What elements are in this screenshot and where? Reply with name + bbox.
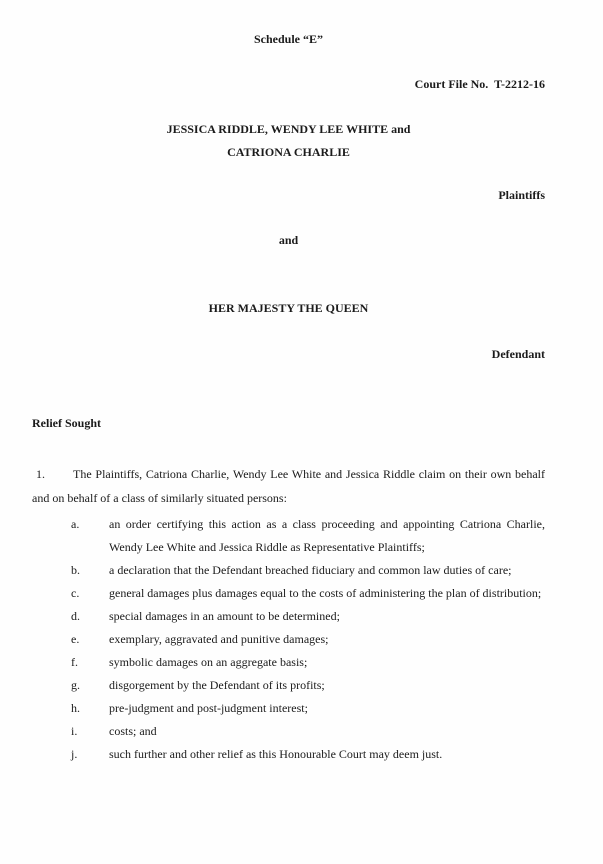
relief-item bbox=[32, 651, 545, 674]
relief-item-letter: g. bbox=[71, 678, 80, 692]
relief-item-letter: d. bbox=[71, 609, 80, 623]
relief-item-text: such further and other relief as this Honourable Court may deem just. bbox=[109, 747, 443, 761]
relief-item bbox=[32, 697, 545, 720]
relief-item bbox=[32, 674, 545, 697]
relief-item-text: disgorgement by the Defendant of its profits; bbox=[109, 678, 325, 692]
relief-item-letter: h. bbox=[71, 701, 80, 715]
relief-item-text: exemplary, aggravated and punitive damages; bbox=[109, 632, 329, 646]
relief-item-letter: i. bbox=[71, 724, 78, 738]
relief-item-text: symbolic damages on an aggregate basis; bbox=[109, 655, 308, 669]
relief-item-letter: j. bbox=[71, 747, 78, 761]
relief-item-letter: a. bbox=[71, 517, 80, 531]
court-file-number: Court File No. T-2212-16 bbox=[414, 77, 545, 91]
defendant-role-label: Defendant bbox=[491, 347, 545, 361]
relief-item bbox=[32, 605, 545, 628]
relief-item-letter: c. bbox=[71, 586, 80, 600]
relief-item-text: costs; and bbox=[109, 724, 157, 738]
paragraph-1-number: 1. bbox=[36, 467, 45, 481]
relief-item-letter: e. bbox=[71, 632, 80, 646]
plaintiff-names-line2: CATRIONA CHARLIE bbox=[227, 145, 350, 159]
relief-item bbox=[32, 628, 545, 651]
plaintiff-names bbox=[32, 118, 545, 164]
relief-item-letter: b. bbox=[71, 563, 80, 577]
plaintiffs-role-label: Plaintiffs bbox=[498, 188, 545, 202]
relief-item bbox=[32, 720, 545, 743]
relief-items-list bbox=[32, 513, 545, 766]
paragraph-1-text: The Plaintiffs, Catriona Charlie, Wendy Lee White and Jessica Riddle claim on their own behalf and on behalf of a class of similarly situated persons: bbox=[32, 467, 545, 505]
relief-item-text: a declaration that the Defendant breached fiduciary and common law duties of care; bbox=[109, 563, 512, 577]
relief-item bbox=[32, 513, 545, 559]
relief-item bbox=[32, 559, 545, 582]
paragraph-1 bbox=[32, 462, 545, 510]
relief-sought-heading: Relief Sought bbox=[32, 416, 101, 430]
relief-item bbox=[32, 582, 545, 605]
relief-item-text: pre-judgment and post-judgment interest; bbox=[109, 701, 308, 715]
and-separator: and bbox=[278, 233, 299, 247]
relief-item-text: special damages in an amount to be determined; bbox=[109, 609, 340, 623]
relief-item bbox=[32, 743, 545, 766]
plaintiff-names-line1: JESSICA RIDDLE, WENDY LEE WHITE and bbox=[166, 122, 411, 136]
relief-item-text: an order certifying this action as a class proceeding and appointing Catriona Charlie, Wendy Lee White and Jessica Riddle as Representative Plaintiffs; bbox=[109, 517, 545, 554]
relief-item-text: general damages plus damages equal to the costs of administering the plan of distribution; bbox=[109, 586, 542, 600]
defendant-name: HER MAJESTY THE QUEEN bbox=[208, 301, 369, 315]
document-content bbox=[32, 0, 545, 864]
schedule-label: Schedule “E” bbox=[253, 32, 323, 46]
relief-item-letter: f. bbox=[71, 655, 78, 669]
